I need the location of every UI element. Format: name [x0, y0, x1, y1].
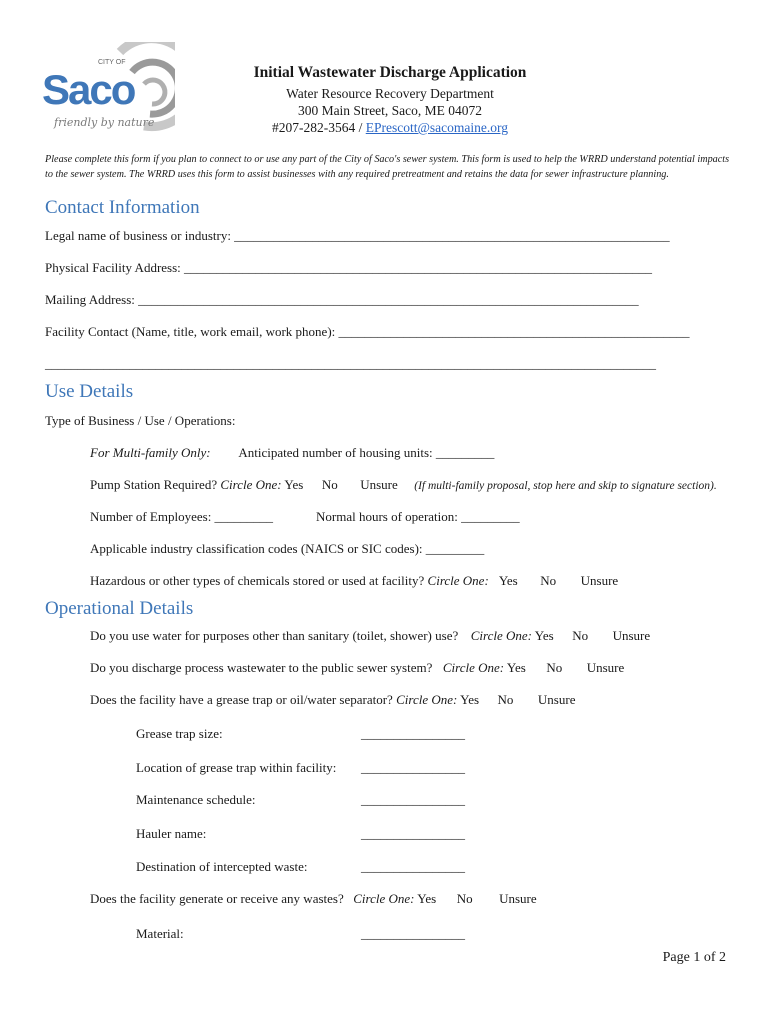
- circle-one-label: Circle One:: [220, 477, 282, 492]
- email-link[interactable]: EPrescott@sacomaine.org: [365, 120, 509, 135]
- destination-label: Destination of intercepted waste:: [136, 859, 308, 874]
- q1-unsure-option[interactable]: Unsure: [612, 628, 651, 643]
- department-name: Water Resource Recovery Department: [286, 86, 494, 101]
- section-heading-contact: Contact Information: [45, 197, 200, 218]
- department-address: 300 Main Street, Saco, ME 04072: [297, 103, 483, 118]
- q2-unsure-option[interactable]: Unsure: [586, 660, 625, 675]
- q2-yes-option[interactable]: Yes: [506, 660, 526, 675]
- destination-field[interactable]: ________________: [361, 859, 465, 874]
- q3-unsure-option[interactable]: Unsure: [537, 692, 576, 707]
- housing-units-field[interactable]: Anticipated number of housing units: _________: [238, 445, 495, 460]
- q4-label: Does the facility generate or receive any wastes?: [90, 891, 344, 906]
- contact-line: [230, 120, 550, 136]
- pump-station-label: Pump Station Required?: [90, 477, 218, 492]
- naics-field[interactable]: Applicable industry classification codes (NAICS or SIC codes): _________: [90, 541, 485, 556]
- legal-name-field[interactable]: Legal name of business or industry: ___________________________________________________________________: [45, 228, 670, 243]
- q4-unsure-option[interactable]: Unsure: [499, 891, 537, 906]
- q3-no-option[interactable]: No: [497, 692, 514, 707]
- material-field[interactable]: ________________: [361, 926, 465, 941]
- maintenance-schedule-label: Maintenance schedule:: [136, 792, 256, 807]
- q2-no-option[interactable]: No: [546, 660, 563, 675]
- material-label: Material:: [136, 926, 184, 941]
- q1-no-option[interactable]: No: [572, 628, 589, 643]
- grease-size-label: Grease trap size:: [136, 726, 223, 741]
- phone-number: #207-282-3564 /: [271, 120, 366, 135]
- grease-location-label: Location of grease trap within facility:: [136, 760, 337, 775]
- q3-yes-option[interactable]: Yes: [460, 692, 480, 707]
- grease-location-field[interactable]: ________________: [361, 760, 465, 775]
- circle-one-label: Circle One:: [442, 660, 505, 675]
- pump-unsure-option[interactable]: Unsure: [360, 477, 398, 492]
- employees-field[interactable]: Number of Employees: _________: [90, 509, 274, 524]
- q4-row: [90, 891, 537, 907]
- q4-yes-option[interactable]: Yes: [417, 891, 437, 906]
- maintenance-schedule-field[interactable]: ________________: [361, 792, 465, 807]
- grease-size-field[interactable]: ________________: [361, 726, 465, 741]
- logo-name-text: Saco: [42, 66, 135, 113]
- business-type-label: Type of Business / Use / Operations:: [45, 413, 236, 428]
- q2-row: [90, 660, 624, 676]
- facility-contact-field[interactable]: Facility Contact (Name, title, work email, work phone): ______________________________________________________: [45, 324, 690, 339]
- multifamily-label: For Multi-family Only:: [90, 445, 211, 460]
- q3-label: Does the facility have a grease trap or oil/water separator?: [90, 692, 393, 707]
- section-heading-operational: Operational Details: [45, 598, 194, 619]
- hazardous-no-option[interactable]: No: [540, 573, 557, 588]
- facility-contact-extra-line[interactable]: ______________________________________________________________________________________________: [45, 356, 656, 371]
- q3-row: [90, 692, 575, 708]
- hazardous-label: Hazardous or other types of chemicals stored or used at facility?: [90, 573, 425, 588]
- q1-label: Do you use water for purposes other than sanitary (toilet, shower) use?: [90, 628, 459, 643]
- circle-one-label: Circle One:: [396, 692, 458, 707]
- physical-address-field[interactable]: Physical Facility Address: ________________________________________________________________________: [45, 260, 653, 275]
- pump-no-option[interactable]: No: [321, 477, 338, 492]
- circle-one-label: Circle One:: [353, 891, 415, 906]
- pump-note: (If multi-family proposal, stop here and skip to signature section).: [414, 480, 717, 492]
- logo-tagline-text: friendly by nature: [54, 116, 155, 129]
- logo-city-of-text: CITY OF: [98, 59, 126, 66]
- hauler-name-label: Hauler name:: [136, 826, 207, 841]
- page-number: Page 1 of 2: [662, 950, 726, 965]
- circle-one-label: Circle One:: [427, 573, 489, 588]
- section-heading-use: Use Details: [45, 381, 134, 402]
- hazardous-row: [90, 573, 618, 589]
- hazardous-unsure-option[interactable]: Unsure: [580, 573, 619, 588]
- pump-station-row: [90, 477, 717, 493]
- form-title: Initial Wastewater Discharge Application: [253, 64, 527, 81]
- operation-hours-field[interactable]: Normal hours of operation: _________: [316, 509, 520, 524]
- city-of-saco-logo: [40, 42, 175, 134]
- intro-paragraph: Please complete this form if you plan to connect to or use any part of the City of Saco's sewer system. This form is used to help the WRRD understand potential impacts to the sewer system. The WRRD uses this form to assist businesses with any required pretreatment and retains the data for sewer infrastructure planning.: [45, 154, 730, 180]
- q1-yes-option[interactable]: Yes: [534, 628, 554, 643]
- q2-label: Do you discharge process wastewater to the public sewer system?: [90, 660, 433, 675]
- hazardous-yes-option[interactable]: Yes: [498, 573, 518, 588]
- q4-no-option[interactable]: No: [456, 891, 473, 906]
- q1-row: [90, 628, 650, 644]
- circle-one-label: Circle One:: [470, 628, 532, 643]
- hauler-name-field[interactable]: ________________: [361, 826, 465, 841]
- pump-yes-option[interactable]: Yes: [284, 477, 304, 492]
- mailing-address-field[interactable]: Mailing Address: _____________________________________________________________________________: [45, 292, 639, 307]
- multifamily-row: [90, 445, 494, 461]
